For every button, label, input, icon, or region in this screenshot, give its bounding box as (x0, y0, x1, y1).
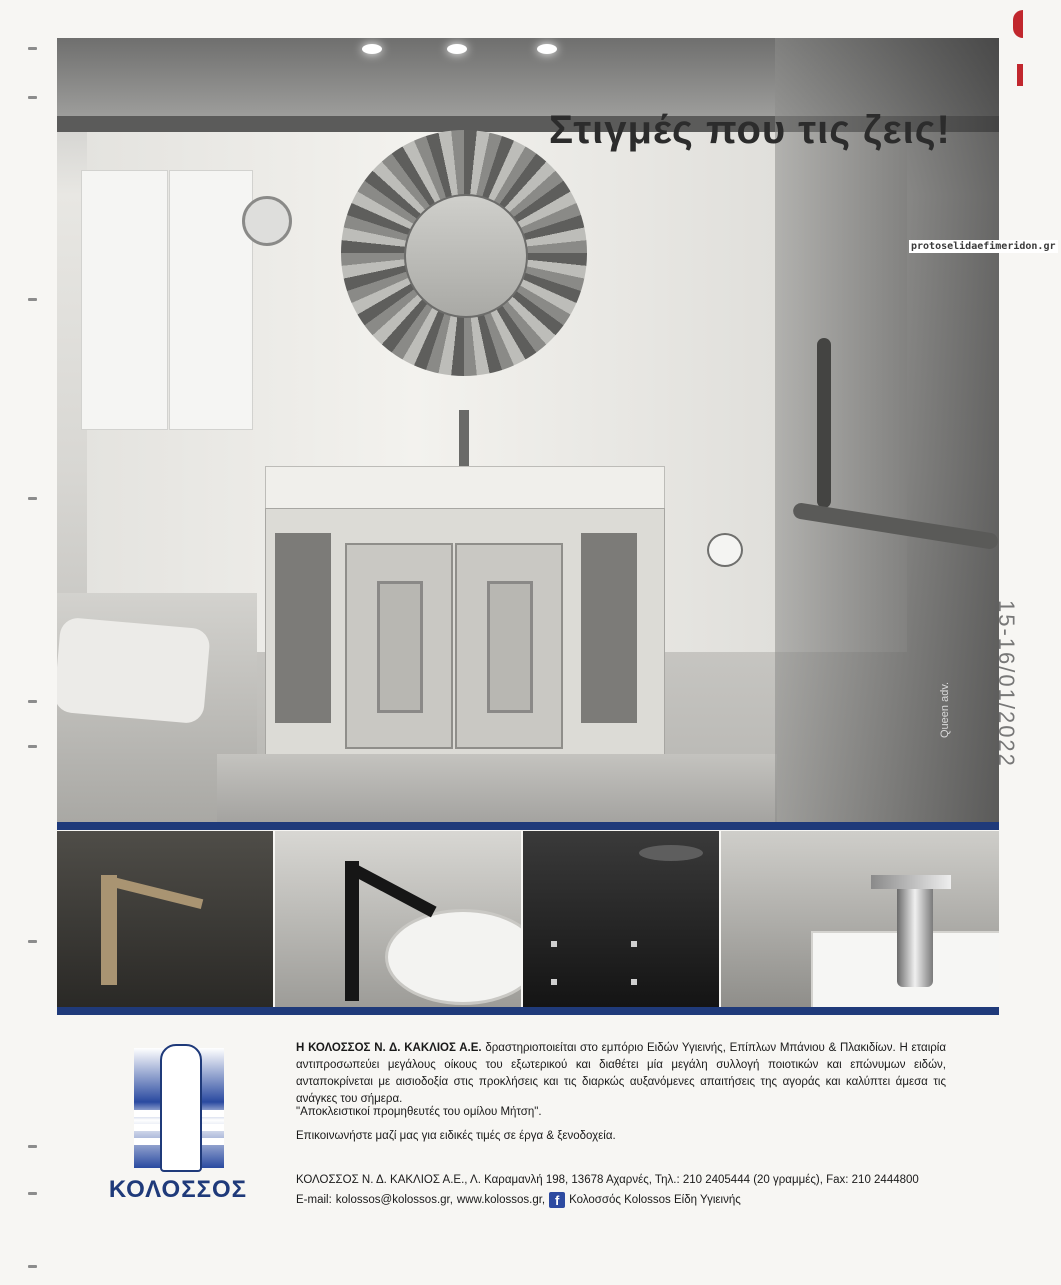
scan-margin-mark (28, 1192, 37, 1195)
facebook-icon[interactable]: f (549, 1192, 565, 1208)
rain-shower-head (639, 845, 703, 861)
shower-glass-door (775, 38, 999, 822)
toilet-paper-holder (707, 533, 743, 567)
scan-margin-mark (28, 1265, 37, 1268)
open-shelf (581, 533, 637, 723)
mirror-glass (404, 194, 528, 318)
website-link[interactable]: www.kolossos.gr, (456, 1194, 546, 1206)
door-panel (487, 581, 533, 713)
company-logo (108, 1040, 248, 1208)
scan-margin-mark (28, 96, 37, 99)
vessel-sink (385, 909, 521, 1005)
scan-margin-mark (28, 47, 37, 50)
cabinet-door (455, 543, 563, 749)
bath-towel (57, 617, 211, 725)
tagline: Στιγμές που τις ζεις! (549, 108, 951, 152)
body-jet (551, 979, 557, 985)
vanity-faucet (459, 410, 469, 472)
thumbnail-black-mixer (275, 831, 521, 1007)
company-description (296, 1040, 946, 1108)
scan-margin-mark (28, 497, 37, 500)
floor (217, 754, 777, 822)
thumbnail-brass-faucet (57, 831, 273, 1007)
scan-margin-mark (28, 298, 37, 301)
description-text: δραστηριοποιείται στο εμπόριο Ειδών Υγιεινής, Επίπλων Μπάνιου & Πλακιδίων. Η εταιρία αντιπροσωπεύει μεγάλους οίκους του εξωτερικού και διαθέτει μία μεγάλη συλλογή ποιοτικών και επώνυμων ειδών, ανταποκρίνεται με αισιοδοξία στις προκλήσεις και τις διαρκώς αυξανόμενες απαιτήσεις της αγοράς και καλύπτει άμεσα τις ανάγκες του σήμερα. (296, 1042, 946, 1105)
magnifying-mirror (242, 196, 292, 246)
hero-bathroom-photo (57, 38, 999, 822)
door-panel (377, 581, 423, 713)
colossus-statue-icon (160, 1044, 202, 1172)
black-mixer-body (345, 861, 359, 1001)
company-name: Η ΚΟΛΟΣΣΟΣ Ν. Δ. ΚΑΚΛΙΟΣ Α.Ε. (296, 1042, 482, 1054)
contact-note: Επικοινωνήστε μαζί μας για ειδικές τιμές σε έργα & ξενοδοχεία. (296, 1130, 616, 1142)
hanging-towel (81, 170, 168, 430)
cabinet-door (345, 543, 453, 749)
brass-faucet-body (101, 875, 117, 985)
scan-margin-mark (28, 1145, 37, 1148)
brass-faucet-spout (104, 875, 203, 909)
exclusive-supplier-quote: "Αποκλειστικοί προμηθευτές του ομίλου Μήτση". (296, 1106, 542, 1118)
ceiling-light (362, 44, 382, 54)
scan-margin-mark (28, 745, 37, 748)
red-edge-tab (1017, 64, 1023, 86)
black-mixer-spout (346, 862, 436, 918)
chrome-mixer-body (897, 875, 933, 987)
red-edge-tab (1013, 10, 1023, 38)
hanging-towel (169, 170, 253, 430)
body-jet (631, 979, 637, 985)
email-link[interactable]: kolossos@kolossos.gr, (335, 1194, 453, 1206)
email-label: E-mail: (296, 1194, 332, 1206)
agency-credit: Queen adv. (939, 681, 951, 738)
vanity-countertop (265, 466, 665, 510)
blue-divider-top (57, 822, 999, 830)
thumbnail-shower-system (523, 831, 719, 1007)
ceiling-light (447, 44, 467, 54)
company-address: ΚΟΛΟΣΣΟΣ Ν. Δ. ΚΑΚΛΙΟΣ Α.Ε., Λ. Καραμανλή 198, 13678 Αχαρνές, Τηλ.: 210 2405444 (20 γραμμές), Fax: 210 2444800 (296, 1174, 919, 1186)
scan-margin-mark (28, 940, 37, 943)
facebook-page-link[interactable]: Κολοσσός Kolossos Είδη Υγιεινής (569, 1194, 741, 1206)
source-watermark: protoselidaefimeridon.gr (911, 241, 1056, 252)
body-jet (551, 941, 557, 947)
blue-divider-bottom (57, 1007, 999, 1015)
open-shelf (275, 533, 331, 723)
shower-door-handle (817, 338, 831, 508)
logo-wordmark: ΚΟΛΟΣΣΟΣ (108, 1176, 248, 1203)
chrome-mixer-lever (871, 875, 951, 889)
scan-margin-mark (28, 700, 37, 703)
thumbnail-chrome-mixer (721, 831, 999, 1007)
ceiling-light (537, 44, 557, 54)
edge-date: 15-16/01/2022 (994, 600, 1019, 768)
contact-links (296, 1192, 741, 1208)
body-jet (631, 941, 637, 947)
